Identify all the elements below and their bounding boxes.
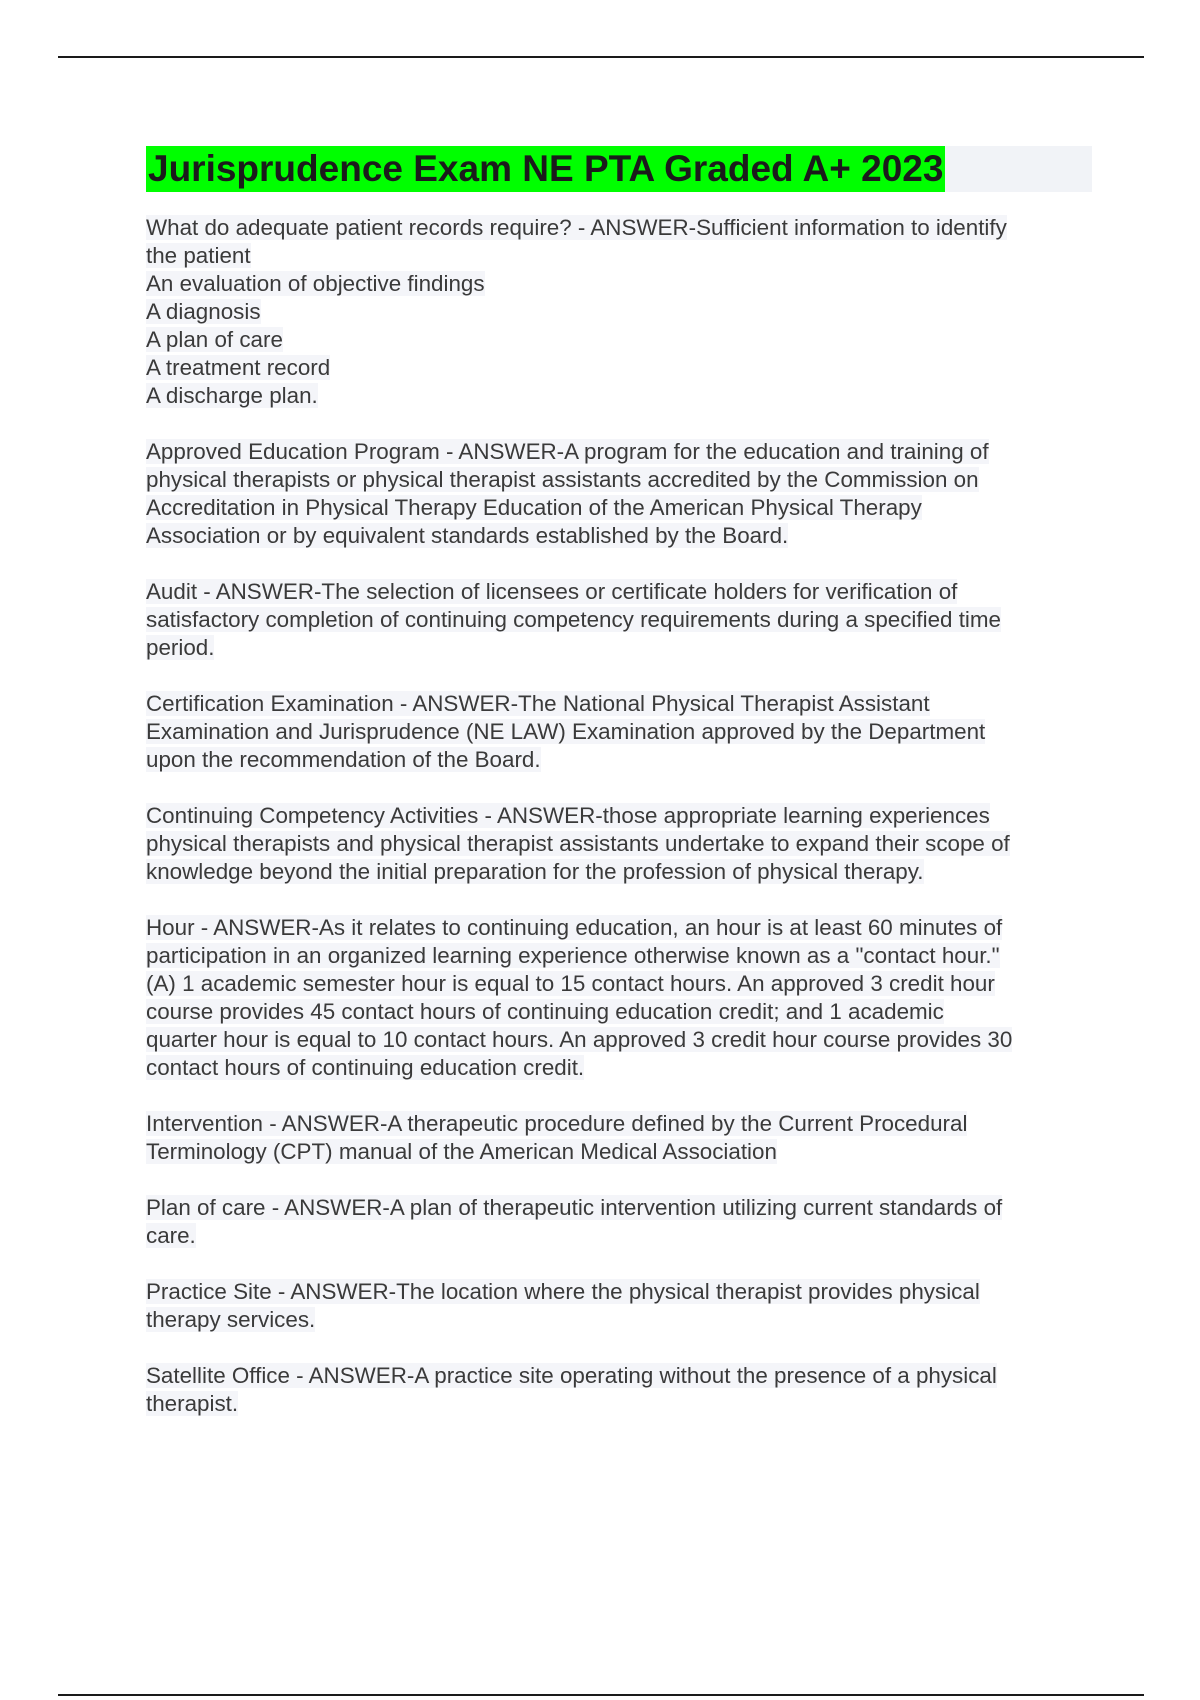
entry-line-text: upon the recommendation of the Board. <box>146 747 541 772</box>
entry-line-text: Audit - ANSWER-The selection of licensees or certificate holders for verification of <box>146 579 958 604</box>
entry-line <box>146 494 1092 522</box>
entry-line-text: Satellite Office - ANSWER-A practice site operating without the presence of a physical <box>146 1363 997 1388</box>
entry-line <box>146 970 1092 998</box>
document-title: Jurisprudence Exam NE PTA Graded A+ 2023 <box>146 146 945 192</box>
entry-line <box>146 214 1092 242</box>
entry-line <box>146 242 1092 270</box>
entry-line <box>146 522 1092 550</box>
entry-line-text: A diagnosis <box>146 299 261 324</box>
entry-line <box>146 578 1092 606</box>
entry-line <box>146 1110 1092 1138</box>
entry-line <box>146 1306 1092 1334</box>
entry-line-text: course provides 45 contact hours of continuing education credit; and 1 academic <box>146 999 944 1024</box>
entry-line-text: period. <box>146 635 215 660</box>
entry-line-text: Hour - ANSWER-As it relates to continuing education, an hour is at least 60 minutes of <box>146 915 1003 940</box>
entry-line-text: Examination and Jurisprudence (NE LAW) Examination approved by the Department <box>146 719 986 744</box>
entry-line-text: Plan of care - ANSWER-A plan of therapeutic intervention utilizing current standards of <box>146 1195 1003 1220</box>
qa-entry <box>146 802 1092 886</box>
entry-line-text: the patient <box>146 243 251 268</box>
entry-line-text: Intervention - ANSWER-A therapeutic procedure defined by the Current Procedural <box>146 1111 968 1136</box>
entry-line-text: Practice Site - ANSWER-The location where the physical therapist provides physical <box>146 1279 980 1304</box>
entry-line-text: quarter hour is equal to 10 contact hours. An approved 3 credit hour course provides 30 <box>146 1027 1013 1052</box>
entry-line-text: A discharge plan. <box>146 383 318 408</box>
entry-line <box>146 690 1092 718</box>
entry-line <box>146 746 1092 774</box>
entry-line-text: A plan of care <box>146 327 283 352</box>
entry-line <box>146 718 1092 746</box>
top-rule <box>58 56 1144 58</box>
qa-entry <box>146 1194 1092 1250</box>
entry-line-text: A treatment record <box>146 355 331 380</box>
qa-entry <box>146 690 1092 774</box>
entry-line-text: therapist. <box>146 1391 239 1416</box>
entry-line-text: physical therapists and physical therapist assistants undertake to expand their scope of <box>146 831 1010 856</box>
qa-entry <box>146 1362 1092 1418</box>
entry-line <box>146 634 1092 662</box>
entry-line-text: An evaluation of objective findings <box>146 271 485 296</box>
entry-line <box>146 942 1092 970</box>
entry-line <box>146 1278 1092 1306</box>
entry-line <box>146 1390 1092 1418</box>
entry-line <box>146 326 1092 354</box>
entry-line-text: Association or by equivalent standards established by the Board. <box>146 523 789 548</box>
entry-line <box>146 466 1092 494</box>
entry-line <box>146 606 1092 634</box>
entry-line <box>146 914 1092 942</box>
entry-line-text: physical therapists or physical therapist assistants accredited by the Commission on <box>146 467 979 492</box>
entry-line <box>146 1026 1092 1054</box>
qa-entry <box>146 1278 1092 1334</box>
entry-line-text: Terminology (CPT) manual of the American Medical Association <box>146 1139 777 1164</box>
entry-line <box>146 298 1092 326</box>
entry-line <box>146 354 1092 382</box>
entry-line <box>146 998 1092 1026</box>
entry-line-text: therapy services. <box>146 1307 316 1332</box>
entry-line-text: knowledge beyond the initial preparation for the profession of physical therapy. <box>146 859 924 884</box>
entry-line-text: Continuing Competency Activities - ANSWER-those appropriate learning experiences <box>146 803 990 828</box>
document-body <box>146 146 1092 1446</box>
entry-line <box>146 438 1092 466</box>
entry-line <box>146 1054 1092 1082</box>
title-row <box>146 146 1092 192</box>
qa-entry <box>146 438 1092 550</box>
qa-entry <box>146 578 1092 662</box>
entry-line <box>146 830 1092 858</box>
entry-line-text: care. <box>146 1223 196 1248</box>
entry-line <box>146 1362 1092 1390</box>
qa-entry <box>146 914 1092 1082</box>
entry-line-text: contact hours of continuing education credit. <box>146 1055 585 1080</box>
entry-line-text: participation in an organized learning experience otherwise known as a "contact hour." <box>146 943 1000 968</box>
entry-line-text: (A) 1 academic semester hour is equal to 15 contact hours. An approved 3 credit hour <box>146 971 995 996</box>
entry-line-text: Accreditation in Physical Therapy Education of the American Physical Therapy <box>146 495 922 520</box>
entry-line-text: What do adequate patient records require? - ANSWER-Sufficient information to identify <box>146 215 1007 240</box>
entry-line-text: satisfactory completion of continuing competency requirements during a specified time <box>146 607 1002 632</box>
qa-entry <box>146 1110 1092 1166</box>
entry-line-text: Approved Education Program - ANSWER-A program for the education and training of <box>146 439 989 464</box>
entry-line-text: Certification Examination - ANSWER-The National Physical Therapist Assistant <box>146 691 930 716</box>
entry-line <box>146 1222 1092 1250</box>
qa-entry <box>146 214 1092 410</box>
entry-line <box>146 1194 1092 1222</box>
entry-line <box>146 858 1092 886</box>
entry-line <box>146 382 1092 410</box>
entry-list <box>146 214 1092 1418</box>
entry-line <box>146 1138 1092 1166</box>
bottom-rule <box>58 1694 1144 1696</box>
entry-line <box>146 802 1092 830</box>
entry-line <box>146 270 1092 298</box>
